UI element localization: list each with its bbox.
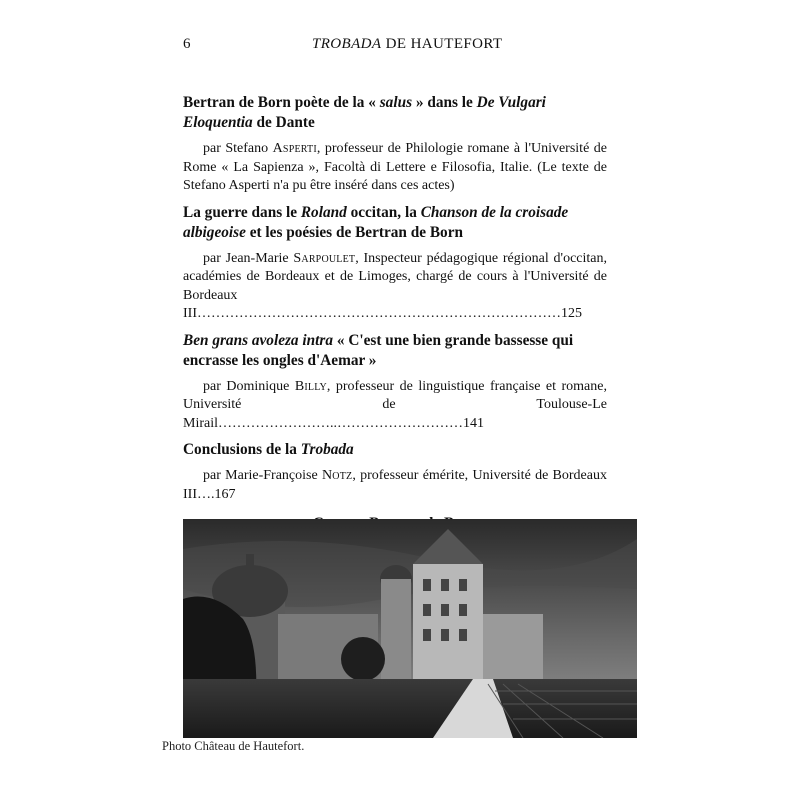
title-text: » dans le xyxy=(412,94,477,111)
title-italic-text: Trobada xyxy=(300,441,354,458)
page-header xyxy=(0,36,800,56)
leader-dots: …………………………………………………………………… xyxy=(197,306,561,321)
byline-affiliation: , professeur de Philologie romane à l'Université de Rome « La Sapienza », Facoltà di Lettere e Filosofia, Italie. (Le texte de Stefano Asperti n'a pu être inséré dans ces actes) xyxy=(183,141,607,193)
title-italic-text: salus xyxy=(379,94,413,111)
author-name: Sarpoulet xyxy=(293,250,356,266)
toc-entry xyxy=(183,331,607,434)
byline-prefix: par Dominique xyxy=(203,378,295,394)
byline-affiliation: , professeur émérite, Université de Bordeaux III xyxy=(183,468,607,502)
byline-prefix: par Jean-Marie xyxy=(203,250,294,266)
chateau-illustration xyxy=(183,519,637,738)
entry-byline xyxy=(183,250,607,324)
leader-dots: …. xyxy=(197,486,215,502)
author-name: Billy xyxy=(294,378,327,394)
running-head-italic: TROBADA xyxy=(312,36,382,52)
title-text: occitan, la xyxy=(346,203,421,221)
byline-prefix: par Stefano xyxy=(203,141,273,156)
entry-title xyxy=(183,93,607,133)
entry-byline xyxy=(183,378,607,434)
title-italic-text: Ben grans avoleza intra xyxy=(183,331,334,349)
entry-byline xyxy=(183,467,607,504)
byline-prefix: par Marie-Françoise xyxy=(203,468,322,483)
toc-entry xyxy=(183,440,607,504)
page-reference: 167 xyxy=(214,486,236,502)
byline-affiliation: , professeur de linguistique française et romane, Université de Toulouse-Le Mirail xyxy=(183,378,607,431)
toc-entry xyxy=(183,93,607,196)
title-italic-text: Roland xyxy=(300,203,347,221)
page-reference: 125 xyxy=(561,306,582,321)
entry-title xyxy=(183,440,607,460)
title-text: et les poésies de Bertran de Born xyxy=(245,223,463,241)
photo-caption: Photo Château de Hautefort. xyxy=(162,739,305,753)
author-name: Notz xyxy=(321,468,353,483)
page-number: 6 xyxy=(183,36,191,52)
title-text: Conclusions de la xyxy=(183,441,301,458)
running-head xyxy=(312,36,502,53)
leader-dots: ……………………..……………………… xyxy=(218,415,463,431)
table-of-contents xyxy=(183,93,607,564)
running-head-rest: DE HAUTEFORT xyxy=(381,36,503,52)
byline-affiliation: , Inspecteur pédagogique régional d'occitan, académies de Bordeaux et de Limoges, chargé de cours à l'Université de Bordeaux III xyxy=(183,250,607,321)
entry-byline xyxy=(183,140,607,196)
toc-entry xyxy=(183,203,607,324)
title-italic-text: De Vulgari Eloquentia xyxy=(183,94,546,131)
title-text: de Dante xyxy=(252,114,315,131)
title-text: « C'est une bien grande bassesse qui encrasse les ongles d'Aemar » xyxy=(183,331,574,369)
title-italic-text: Chanson de la croisade albigeoise xyxy=(183,203,569,241)
entry-title xyxy=(183,331,607,371)
title-text: La guerre dans le xyxy=(183,203,301,221)
author-name: Asperti xyxy=(272,141,317,156)
chateau-photo xyxy=(183,519,637,738)
page-reference: 141 xyxy=(463,415,484,431)
entry-title xyxy=(183,203,607,243)
title-text: Bertran de Born poète de la « xyxy=(183,94,380,111)
